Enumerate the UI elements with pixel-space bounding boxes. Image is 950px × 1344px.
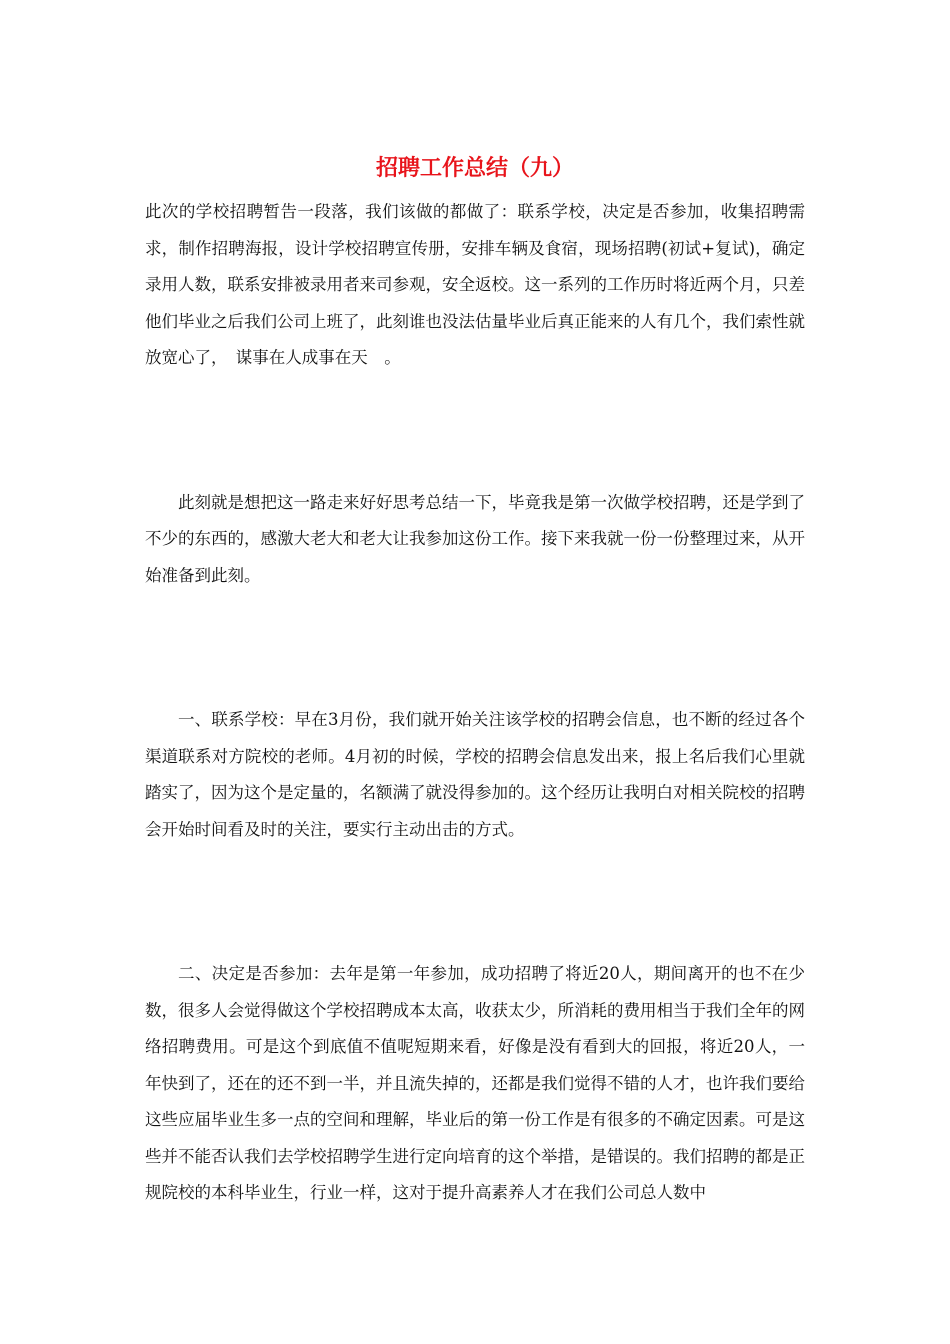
- document-body: [145, 194, 805, 1212]
- paragraph-spacer: [145, 594, 805, 702]
- paragraph-contact-school: 一、联系学校：早在3月份，我们就开始关注该学校的招聘会信息，也不断的经过各个渠道联系对方院校的老师。4月初的时候，学校的招聘会信息发出来，报上名后我们心里就踏实了，因为这个是定量的，名额满了就没得参加的。这个经历让我明白对相关院校的招聘会开始时间看及时的关注，要实行主动出击的方式。: [145, 710, 805, 839]
- paragraph-reflection: 此刻就是想把这一路走来好好思考总结一下，毕竟我是第一次做学校招聘，还是学到了不少的东西的，感激大老大和老大让我参加这份工作。接下来我就一份一份整理过来，从开始准备到此刻。: [145, 492, 805, 585]
- paragraph-intro: 此次的学校招聘暂告一段落，我们该做的都做了：联系学校，决定是否参加，收集招聘需求，制作招聘海报，设计学校招聘宣传册，安排车辆及食宿，现场招聘(初试+复试)，确定录用人数，联系安排被录用者来司参观，安全返校。这一系列的工作历时将近两个月，只差他们毕业之后我们公司上班了，此刻谁也没法估量毕业后真正能来的人有几个，我们索性就放宽心了， 谋事在人成事在天 。: [145, 202, 805, 367]
- paragraph-spacer: [145, 377, 805, 485]
- paragraph-decide-participation: 二、决定是否参加：去年是第一年参加，成功招聘了将近20人，期间离开的也不在少数，很多人会觉得做这个学校招聘成本太高，收获太少，所消耗的费用相当于我们全年的网络招聘费用。可是这个到底值不值呢短期来看，好像是没有看到大的回报，将近20人，一年快到了，还在的还不到一半，并且流失掉的，还都是我们觉得不错的人才，也许我们要给这些应届毕业生多一点的空间和理解，毕业后的第一份工作是有很多的不确定因素。可是这些并不能否认我们去学校招聘学生进行定向培育的这个举措，是错误的。我们招聘的都是正规院校的本科毕业生，行业一样，这对于提升高素养人才在我们公司总人数中: [145, 964, 805, 1202]
- paragraph-spacer: [145, 848, 805, 956]
- document-title: 招聘工作总结（九）: [375, 155, 574, 181]
